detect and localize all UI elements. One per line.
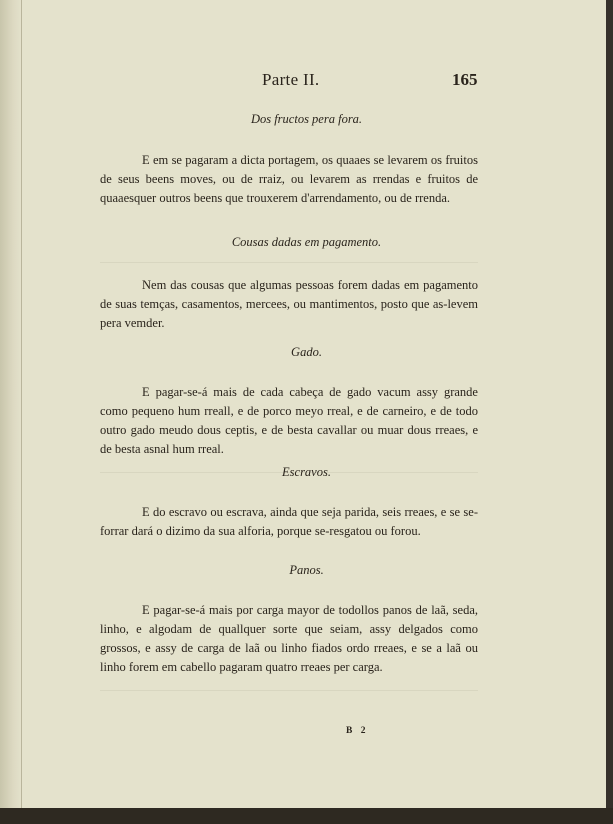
- section-paragraph: [100, 601, 478, 677]
- section-heading: Escravos.: [282, 465, 331, 479]
- section-heading: Cousas dadas em pagamento.: [231, 235, 382, 249]
- show-through: [100, 690, 478, 691]
- section-paragraph: [100, 503, 478, 541]
- section-paragraph: [100, 276, 478, 333]
- running-head: Parte II.: [262, 70, 320, 89]
- section-heading: Gado.: [291, 345, 322, 359]
- show-through: [100, 262, 478, 263]
- paragraph-text: E em se pagaram a dicta portagem, os quaaes se levarem os fruitos de seus beens moves, ou de rraiz, ou levarem as rrendas e fruitos de quaaesquer outros beens que trouxerem d'arrendamento, ou de rrenda.: [100, 153, 478, 205]
- section-heading: Dos fructos pera fora.: [250, 112, 363, 126]
- section-paragraph: [100, 383, 478, 459]
- page-number: 165: [452, 70, 478, 89]
- page-bottom-edge: [0, 808, 613, 824]
- signature-mark: B 2: [346, 726, 369, 736]
- section-heading: Panos.: [289, 563, 324, 577]
- paragraph-text: Nem das cousas que algumas pessoas forem dadas em pagamento de suas temças, casamentos, mercees, ou mantimentos, posto que as-levem pera vemder.: [100, 278, 478, 330]
- paragraph-text: E pagar-se-á mais de cada cabeça de gado vacum assy grande como pequeno hum rreall, e de porco meyo rreal, e de carneiro, e de todo outro gado meudo dous ceptis, e de besta cavallar ou muar dous rreaes, e de besta asnal hum rreal.: [100, 385, 478, 456]
- paragraph-text: E do escravo ou escrava, ainda que seja parida, seis rreaes, e se se-forrar dará o dizimo da sua alforia, porque se-resgatou ou forou.: [100, 505, 478, 538]
- page-header: [0, 70, 613, 94]
- section-paragraph: [100, 151, 478, 208]
- paragraph-text: E pagar-se-á mais por carga mayor de todollos panos de laã, seda, linho, e algodam de quallquer sorte que seiam, assy delgados como grossos, e assy de carga de laã ou linho fiados ordo rreaes, e se a laã ou linho forem em cabello pagaram quatro rreaes per carga.: [100, 603, 478, 674]
